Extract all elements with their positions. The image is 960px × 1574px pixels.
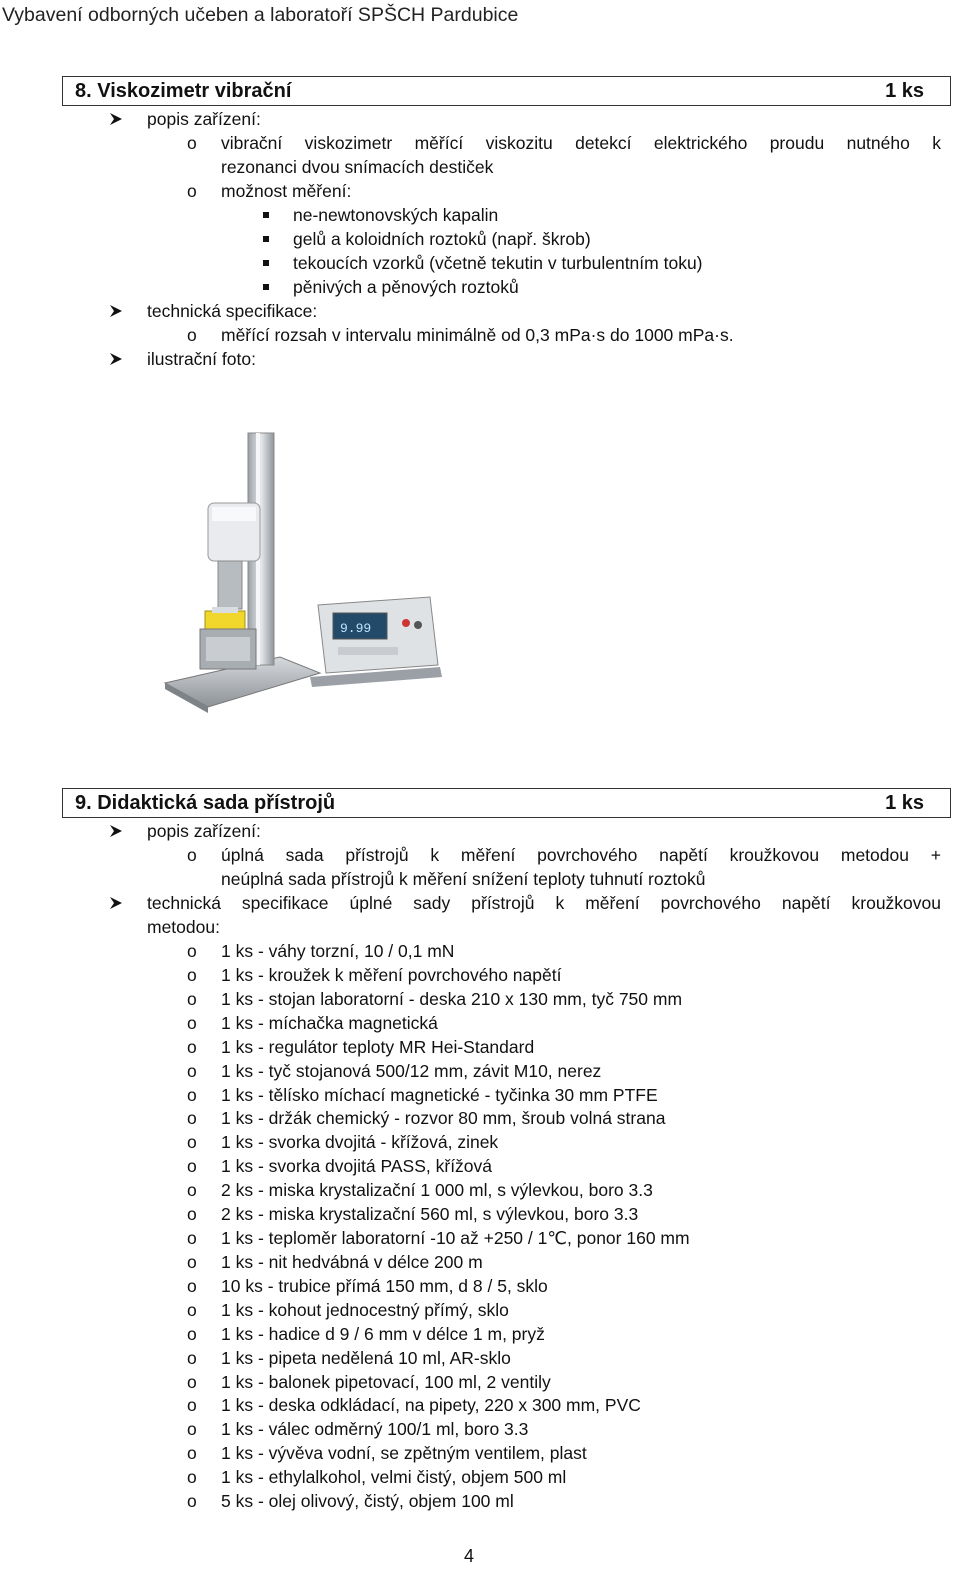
measure-item: gelů a koloidních roztoků (např. škrob) <box>293 229 591 249</box>
section-8-spec-label: technická specifikace: <box>147 301 318 321</box>
circle-bullet-icon: o <box>187 1085 197 1105</box>
circle-bullet-icon: o <box>187 1013 197 1033</box>
circle-bullet-icon: o <box>187 1180 197 1200</box>
circle-bullet-icon: o <box>187 1108 197 1128</box>
arrow-bullet-icon <box>107 348 127 370</box>
square-bullet-icon <box>263 284 269 290</box>
equipment-item: 2 ks - miska krystalizační 1 000 ml, s výlevkou, boro 3.3 <box>221 1180 653 1200</box>
equipment-item: 1 ks - tělísko míchací magnetické - tyčinka 30 mm PTFE <box>221 1085 658 1105</box>
circle-bullet-icon: o <box>187 965 197 985</box>
section-8-quantity: 1 ks <box>885 80 924 102</box>
section-8-desc-line1: vibrační viskozimetr měřící viskozitu detekcí elektrického proudu nutného k <box>221 133 941 153</box>
arrow-bullet-icon <box>107 820 127 842</box>
circle-bullet-icon: o <box>187 181 197 201</box>
equipment-item: 1 ks - pipeta nedělená 10 ml, AR-sklo <box>221 1348 511 1368</box>
equipment-item: 1 ks - teploměr laboratorní -10 až +250 / 1℃, ponor 160 mm <box>221 1228 690 1248</box>
section-9-quantity: 1 ks <box>885 792 924 814</box>
arrow-bullet-icon <box>107 892 127 914</box>
section-8-foto-label: ilustrační foto: <box>147 349 256 369</box>
circle-bullet-icon: o <box>187 1348 197 1368</box>
circle-bullet-icon: o <box>187 1276 197 1296</box>
circle-bullet-icon: o <box>187 1061 197 1081</box>
equipment-item: 1 ks - hadice d 9 / 6 mm v délce 1 m, pryž <box>221 1324 545 1344</box>
equipment-item: 1 ks - ethylalkohol, velmi čistý, objem 500 ml <box>221 1467 567 1487</box>
circle-bullet-icon: o <box>187 1132 197 1152</box>
equipment-item: 1 ks - stojan laboratorní - deska 210 x 130 mm, tyč 750 mm <box>221 989 683 1009</box>
circle-bullet-icon: o <box>187 1491 197 1511</box>
section-9-desc-line1: úplná sada přístrojů k měření povrchového napětí kroužkovou metodou + <box>221 845 941 865</box>
circle-bullet-icon: o <box>187 1228 197 1248</box>
section-8-desc-line2: rezonanci dvou snímacích destiček <box>221 157 494 177</box>
section-9-spec-line1: technická specifikace úplné sady přístrojů k měření povrchového napětí kroužkovou <box>147 893 941 913</box>
circle-bullet-icon: o <box>187 845 197 865</box>
measure-item: tekoucích vzorků (včetně tekutin v turbulentním toku) <box>293 253 703 273</box>
section-8-moznost-label: možnost měření: <box>221 181 352 201</box>
circle-bullet-icon: o <box>187 1443 197 1463</box>
equipment-item: 1 ks - balonek pipetovací, 100 ml, 2 ventily <box>221 1372 551 1392</box>
section-8-title: 8. Viskozimetr vibrační <box>75 80 292 102</box>
equipment-item: 1 ks - kroužek k měření povrchového napětí <box>221 965 562 985</box>
circle-bullet-icon: o <box>187 989 197 1009</box>
circle-bullet-icon: o <box>187 133 197 153</box>
section-8-heading <box>62 76 951 106</box>
equipment-item: 1 ks - tyč stojanová 500/12 mm, závit M10, nerez <box>221 1061 602 1081</box>
section-9-popis-label: popis zařízení: <box>147 821 261 841</box>
arrow-bullet-icon <box>107 108 127 130</box>
circle-bullet-icon: o <box>187 1300 197 1320</box>
section-8-popis-label: popis zařízení: <box>147 109 261 129</box>
section-8-spec-item: měřící rozsah v intervalu minimálně od 0,3 mPa·s do 1000 mPa·s. <box>221 325 734 345</box>
circle-bullet-icon: o <box>187 1395 197 1415</box>
circle-bullet-icon: o <box>187 325 197 345</box>
equipment-item: 10 ks - trubice přímá 150 mm, d 8 / 5, sklo <box>221 1276 548 1296</box>
circle-bullet-icon: o <box>187 1156 197 1176</box>
equipment-item: 1 ks - deska odkládací, na pipety, 220 x 300 mm, PVC <box>221 1395 641 1415</box>
equipment-item: 1 ks - držák chemický - rozvor 80 mm, šroub volná strana <box>221 1108 666 1128</box>
circle-bullet-icon: o <box>187 1372 197 1392</box>
square-bullet-icon <box>263 260 269 266</box>
equipment-item: 1 ks - kohout jednocestný přímý, sklo <box>221 1300 509 1320</box>
section-9-heading <box>62 788 951 818</box>
document-header-title: Vybavení odborných učeben a laboratoří SPŠCH Pardubice <box>2 4 519 26</box>
circle-bullet-icon: o <box>187 1419 197 1439</box>
section-9-spec-line2: metodou: <box>147 917 220 937</box>
section-9-desc-line2: neúplná sada přístrojů k měření snížení teploty tuhnutí roztoků <box>221 869 706 889</box>
display-readout: 9.99 <box>340 621 372 636</box>
equipment-item: 1 ks - svorka dvojitá - křížová, zinek <box>221 1132 499 1152</box>
circle-bullet-icon: o <box>187 1204 197 1224</box>
circle-bullet-icon: o <box>187 941 197 961</box>
equipment-item: 1 ks - nit hedvábná v délce 200 m <box>221 1252 483 1272</box>
equipment-item: 1 ks - válec odměrný 100/1 ml, boro 3.3 <box>221 1419 529 1439</box>
square-bullet-icon <box>263 212 269 218</box>
equipment-item: 1 ks - svorka dvojitá PASS, křížová <box>221 1156 493 1176</box>
measure-item: ne-newtonovských kapalin <box>293 205 499 225</box>
equipment-item: 1 ks - váhy torzní, 10 / 0,1 mN <box>221 941 455 961</box>
page-number: 4 <box>464 1546 475 1566</box>
measure-item: pěnivých a pěnových roztoků <box>293 277 519 297</box>
equipment-item: 1 ks - regulátor teploty MR Hei-Standard <box>221 1037 535 1057</box>
equipment-item: 5 ks - olej olivový, čistý, objem 100 ml <box>221 1491 514 1511</box>
equipment-item: 2 ks - miska krystalizační 560 ml, s výlevkou, boro 3.3 <box>221 1204 639 1224</box>
equipment-item: 1 ks - vývěva vodní, se zpětným ventilem, plast <box>221 1443 587 1463</box>
circle-bullet-icon: o <box>187 1324 197 1344</box>
arrow-bullet-icon <box>107 300 127 322</box>
viscometer-photo <box>160 425 445 715</box>
circle-bullet-icon: o <box>187 1037 197 1057</box>
section-9-title: 9. Didaktická sada přístrojů <box>75 792 336 814</box>
circle-bullet-icon: o <box>187 1252 197 1272</box>
equipment-item: 1 ks - míchačka magnetická <box>221 1013 438 1033</box>
square-bullet-icon <box>263 236 269 242</box>
circle-bullet-icon: o <box>187 1467 197 1487</box>
